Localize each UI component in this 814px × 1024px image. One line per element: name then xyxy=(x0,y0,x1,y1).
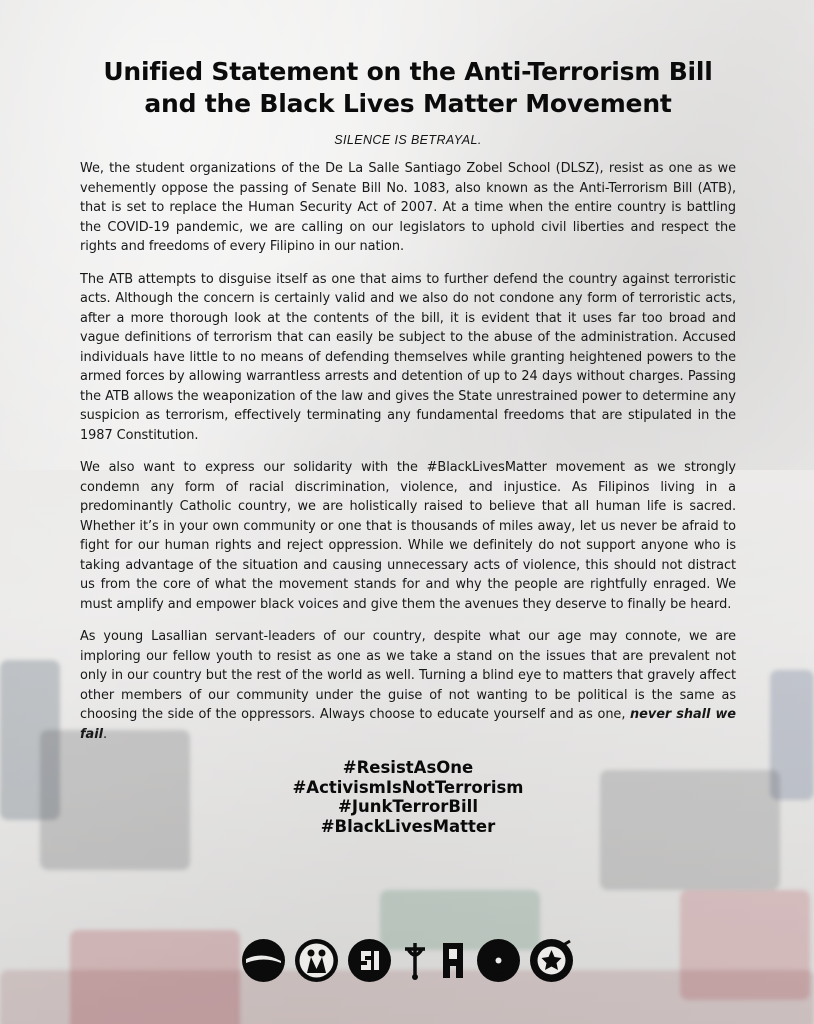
hashtag: #BlackLivesMatter xyxy=(320,816,496,836)
paragraph-4 xyxy=(80,627,736,744)
org-logo-6-icon xyxy=(477,939,520,982)
org-logo-5-icon xyxy=(439,939,467,982)
hashtag: #ActivismIsNotTerrorism xyxy=(292,777,524,797)
tagline: SILENCE IS BETRAYAL. xyxy=(334,133,482,147)
page-title: Unified Statement on the Anti-Terrorism Bill and the Black Lives Matter Movement xyxy=(103,57,713,118)
closing-end: . xyxy=(102,726,108,742)
organization-logos xyxy=(0,939,814,982)
org-logo-7-icon xyxy=(530,939,573,982)
org-logo-2-icon xyxy=(295,939,338,982)
hashtag-list xyxy=(80,758,736,836)
org-logo-3-icon xyxy=(348,939,391,982)
org-logo-4-icon xyxy=(401,939,429,982)
paragraph-3: We also want to express our solidarity with the #BlackLivesMatter movement as we strongly condemn any form of racial discrimination, violence, and injustice. As Filipinos living in a predominantly Catholic country, we are holistically raised to believe that all human life is sacred. Whether it’s in your own community or one that is thousands of miles away, let us never be afraid to fight for our human rights and reject oppression. While we definitely do not support anyone who is taking advantage of the situation and causing unnecessary acts of violence, this should not distract us from the core of what the movement stands for and why the people are rightfully enraged. We must amplify and empower black voices and give them the avenues they deserve to finally be heard. xyxy=(80,460,736,612)
closing-emphasis: never shall we fail xyxy=(80,707,736,742)
closing-text: As young Lasallian servant-leaders of our country, despite what our age may connote, we are imploring our fellow youth to resist as one as we take a stand on the issues that are prevalent not only in our country but the rest of the world as well. Turning a blind eye to matters that gravely affect other members of our community under the guise of not wanting to be political is the same as choosing the side of the oppressors. Always choose to educate yourself and as one, xyxy=(80,629,736,722)
paragraph-1: We, the student organizations of the De La Salle Santiago Zobel School (DLSZ), resist as one as we vehemently oppose the passing of Senate Bill No. 1083, also known as the Anti-Terrorism Bill (ATB), that is set to replace the Human Security Act of 2007. At a time when the entire country is battling the COVID-19 pandemic, we are calling on our legislators to uphold civil liberties and respect the rights and freedoms of every Filipino in our nation. xyxy=(80,161,736,254)
statement xyxy=(80,56,736,836)
paragraph-2: The ATB attempts to disguise itself as one that aims to further defend the country against terroristic acts. Although the concern is certainly valid and we also do not condone any form of terroristic acts, after a more thorough look at the contents of the bill, it is evident that it uses far too broad and vague definitions of terrorism that can easily be subject to the abuse of the administration. Accused individuals have little to no means of defending themselves while granting heightened powers to the armed forces by allowing warrantless arrests and detention of up to 24 days without charges. Passing the ATB allows the weaponization of the law and gives the State unrestrained power to determine any suspicion as terrorism, effectively terminating any fundamental freedoms that are stipulated in the 1987 Constitution. xyxy=(80,271,736,443)
hashtag: #JunkTerrorBill xyxy=(338,797,478,816)
hashtag: #ResistAsOne xyxy=(342,758,474,777)
org-logo-1-icon xyxy=(242,939,285,982)
